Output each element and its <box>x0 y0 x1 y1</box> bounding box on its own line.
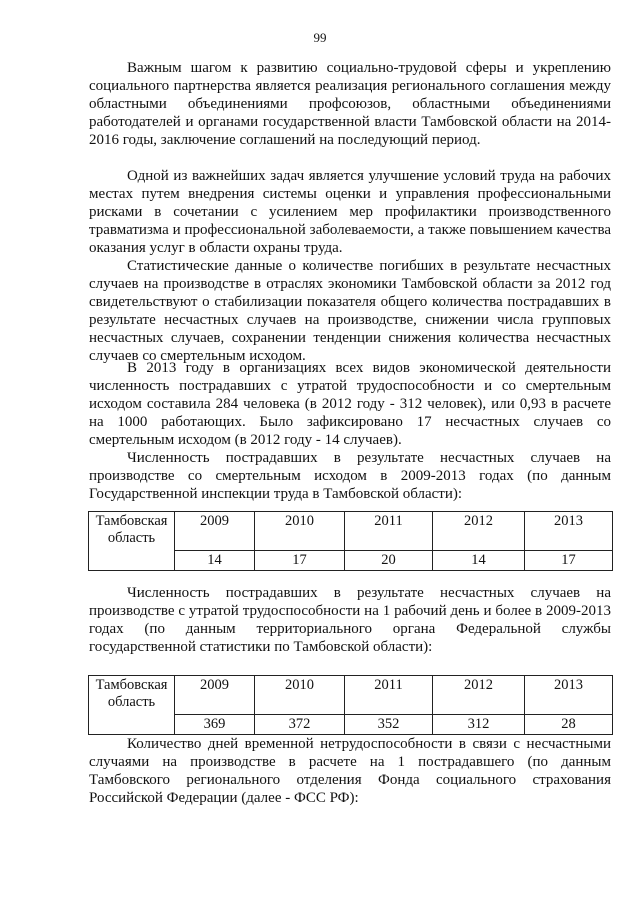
fatal-accidents-table <box>88 511 613 571</box>
year-header: 2011 <box>345 676 433 715</box>
region-cell: Тамбовская область <box>89 676 175 735</box>
year-header: 2013 <box>525 512 613 551</box>
region-cell: Тамбовская область <box>89 512 175 571</box>
value-cell: 28 <box>525 715 613 735</box>
year-header: 2012 <box>433 512 525 551</box>
table-header-row <box>89 512 613 551</box>
year-header: 2010 <box>255 676 345 715</box>
page-number: 99 <box>313 30 327 45</box>
paragraph-working-conditions: Одной из важнейших задач является улучшение условий труда на рабочих местах путем внедрения системы оценки и управления профессиональными рисками в сочетании с усилением мер профилактики производственного травматизма и профессиональной заболеваемости, а также повышением качества оказания услуг в области охраны труда. <box>89 168 611 256</box>
year-header: 2011 <box>345 512 433 551</box>
value-cell: 372 <box>255 715 345 735</box>
paragraph-disability-table-caption: Численность пострадавших в результате несчастных случаев на производстве с утратой трудоспособности на 1 рабочий день и более в 2009-2013 годах (по данным территориального органа Федеральной службы государственной статистики по Тамбовской области): <box>89 585 611 655</box>
year-header: 2013 <box>525 676 613 715</box>
value-cell: 14 <box>433 551 525 571</box>
value-cell: 14 <box>175 551 255 571</box>
value-cell: 352 <box>345 715 433 735</box>
value-cell: 312 <box>433 715 525 735</box>
value-cell: 369 <box>175 715 255 735</box>
paragraph-2013-results: В 2013 году в организациях всех видов экономической деятельности численность пострадавших с утратой трудоспособности и со смертельным исходом составила 284 человека (в 2012 году - 312 человек), или 0,93 в расчете на 1000 работающих. Было зафиксировано 17 несчастных случаев со смертельным исходом (в 2012 году - 14 случаев). <box>89 360 611 448</box>
paragraph-social-partnership: Важным шагом к развитию социально-трудовой сферы и укреплению социального партнерства является реализация регионального соглашения между областными объединениями профсоюзов, областными объединениями работодателей и органами государственной власти Тамбовской области на 2014-2016 годы, заключение соглашений на последующий период. <box>89 60 611 148</box>
paragraph-statistics-2012: Статистические данные о количестве погибших в результате несчастных случаев на производстве в отраслях экономики Тамбовской области за 2012 год свидетельствуют о стабилизации показателя общего количества пострадавших в результате несчастных случаев на производстве, снижении числа групповых несчастных случаев, сохранении тенденции снижения количества несчастных случаев со смертельным исходом. <box>89 258 611 364</box>
value-cell: 17 <box>525 551 613 571</box>
year-header: 2010 <box>255 512 345 551</box>
disability-accidents-table <box>88 675 613 735</box>
paragraph-fatal-table-caption: Численность пострадавших в результате несчастных случаев на производстве со смертельным исходом в 2009-2013 годах (по данным Государственной инспекции труда в Тамбовской области): <box>89 450 611 502</box>
value-cell: 20 <box>345 551 433 571</box>
value-cell: 17 <box>255 551 345 571</box>
year-header: 2012 <box>433 676 525 715</box>
year-header: 2009 <box>175 512 255 551</box>
table-header-row <box>89 676 613 715</box>
year-header: 2009 <box>175 676 255 715</box>
paragraph-sick-days-caption: Количество дней временной нетрудоспособности в связи с несчастными случаями на производстве в расчете на 1 пострадавшего (по данным Тамбовского регионального отделения Фонда социального страхования Российской Федерации (далее - ФСС РФ): <box>89 736 611 806</box>
